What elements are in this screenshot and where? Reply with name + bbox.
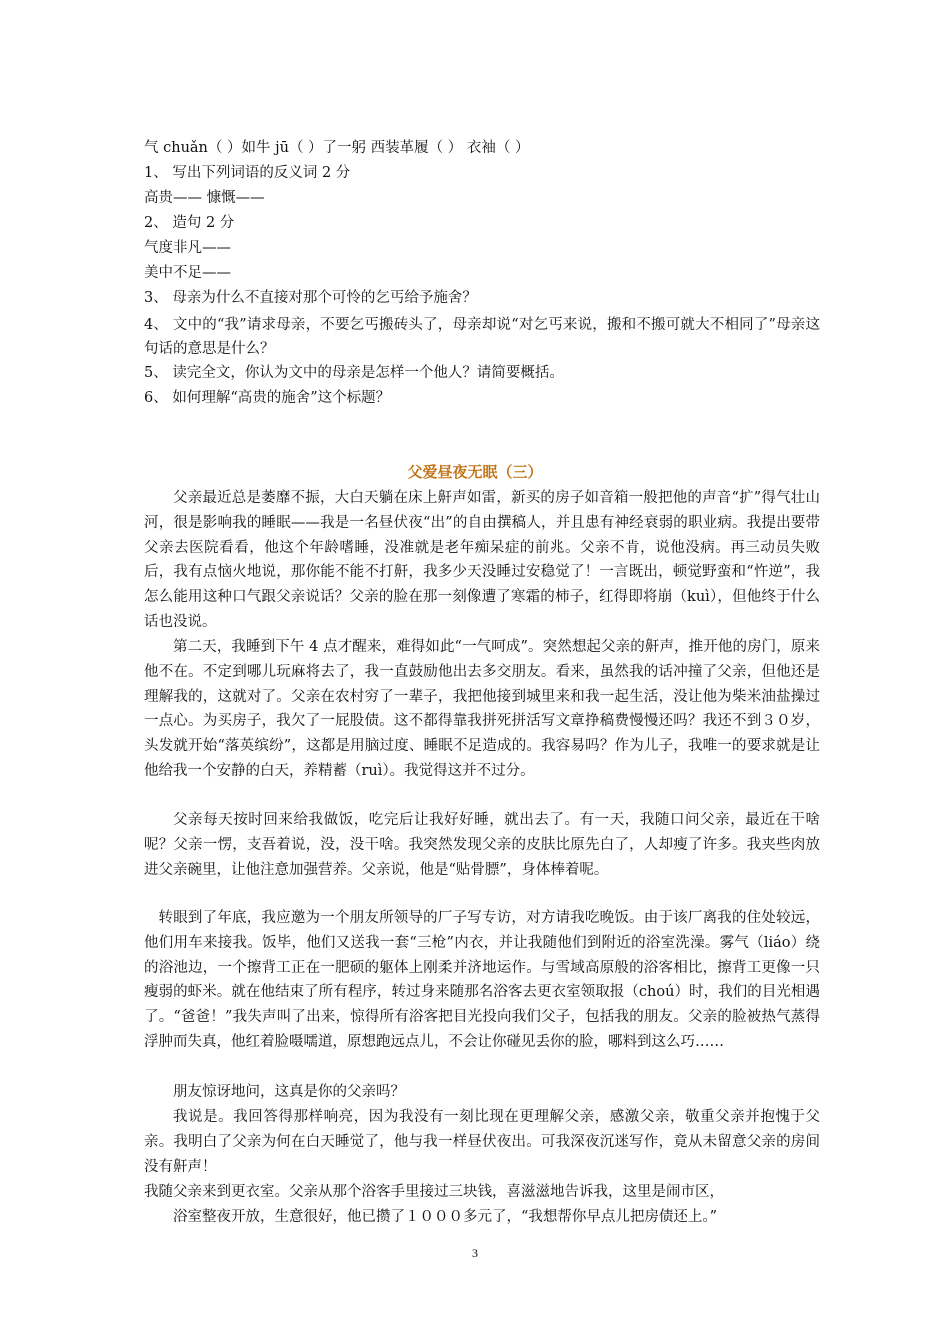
- question-4: 4、 文中的“我”请求母亲，不要乞丐搬砖头了，母亲却说“对乞丐来说，搬和不搬可就大不相同了”母亲这句话的意思是什么？: [144, 317, 820, 357]
- vocab-line: 气 chuǎn（ ）如牛 jū（ ）了一躬 西装革履（ ） 衣袖（ ）: [144, 140, 530, 156]
- article-title: 父爱昼夜无眠（三）: [407, 463, 543, 481]
- article-paragraph-5: 朋友惊讶地问，这真是你的父亲吗？: [173, 1084, 405, 1100]
- article-paragraph-8: 浴室整夜开放，生意很好，他已攒了１０００多元了，“我想帮你早点儿把房债还上。”: [173, 1209, 718, 1225]
- question-1-words: 高贵—— 慷慨——: [144, 190, 265, 206]
- article-paragraph-3: 父亲每天按时回来给我做饭，吃完后让我好好睡，就出去了。有一天，我随口问父亲，最近在干啥呢？父亲一愣，支吾着说，没，没干啥。我突然发现父亲的皮肤比原先白了，人却瘦了许多。我夹些肉放进父亲碗里，让他注意加强营养。父亲说，他是“贴骨膘”，身体棒着呢。: [144, 812, 820, 878]
- question-2-item-b: 美中不足——: [144, 265, 231, 281]
- article-paragraph-2: 第二天，我睡到下午 4 点才醒来，难得如此“一气呵成”。突然想起父亲的鼾声，推开他的房门，原来他不在。不定到哪儿玩麻将去了，我一直鼓励他出去多交朋友。看来，虽然我的话冲撞了父亲，但他还是理解我的，这就对了。父亲在农村穷了一辈子，我把他接到城里来和我一起生活，没让他为柴米油盐操过一点心。为买房子，我欠了一屁股债。这不都得靠我拼死拼活写文章挣稿费慢慢还吗？我还不到３０岁，头发就开始“落英缤纷”，这都是用脑过度、睡眠不足造成的。我容易吗？作为儿子，我唯一的要求就是让他给我一个安静的白天，养精蓄（ruì）。我觉得这并不过分。: [144, 639, 820, 779]
- question-2-item-a: 气度非凡——: [144, 240, 231, 256]
- page-number: 3: [472, 1246, 478, 1260]
- question-1: 1、 写出下列词语的反义词 2 分: [144, 165, 351, 181]
- question-6: 6、 如何理解“高贵的施舍”这个标题？: [144, 390, 391, 406]
- question-2: 2、 造句 2 分: [144, 215, 235, 231]
- article-paragraph-1: 父亲最近总是萎靡不振，大白天躺在床上鼾声如雷，新买的房子如音箱一般把他的声音“扩”得气壮山河，很是影响我的睡眠——我是一名昼伏夜“出”的自由撰稿人，并且患有神经衰弱的职业病。我提出要带父亲去医院看看，他这个年龄嗜睡，没准就是老年痴呆症的前兆。父亲不肯，说他没病。再三动员失败后，我有点恼火地说，那你能不能不打鼾，我多少天没睡过安稳觉了！一言既出，顿觉野蛮和“忤逆”，我怎么能用这种口气跟父亲说话？父亲的脸在那一刻像遭了寒霜的柿子，红得即将崩（kuì），但他终于什么话也没说。: [144, 490, 820, 630]
- question-3: 3、 母亲为什么不直接对那个可怜的乞丐给予施舍？: [144, 290, 477, 306]
- article-paragraph-7: 我随父亲来到更衣室。父亲从那个浴客手里接过三块钱，喜滋滋地告诉我，这里是闹市区，: [144, 1184, 724, 1200]
- article-paragraph-6: 我说是。我回答得那样响亮，因为我没有一刻比现在更理解父亲，感激父亲，敬重父亲并抱愧于父亲。我明白了父亲为何在白天睡觉了，他与我一样昼伏夜出。可我深夜沉迷写作，竟从未留意父亲的房间没有鼾声！: [144, 1109, 820, 1175]
- question-5: 5、 读完全文，你认为文中的母亲是怎样一个他人？请简要概括。: [144, 365, 564, 381]
- article-paragraph-4: 转眼到了年底，我应邀为一个朋友所领导的厂子写专访，对方请我吃晚饭。由于该厂离我的住处较远，他们用车来接我。饭毕，他们又送我一套“三枪”内衣，并让我随他们到附近的浴室洗澡。雾气（liáo）绕的浴池边，一个擦背工正在一肥硕的躯体上刚柔并济地运作。与雪域高原般的浴客相比，擦背工更像一只瘦弱的虾米。就在他结束了所有程序，转过身来随那名浴客去更衣室领取报（choú）时，我们的目光相遇了。“爸爸！”我失声叫了出来，惊得所有浴客把目光投向我们父子，包括我的朋友。父亲的脸被热气蒸得浮肿而失真，他红着脸嗫嚅道，原想跑远点儿，不会让你碰见丢你的脸，哪料到这么巧……: [144, 910, 820, 1050]
